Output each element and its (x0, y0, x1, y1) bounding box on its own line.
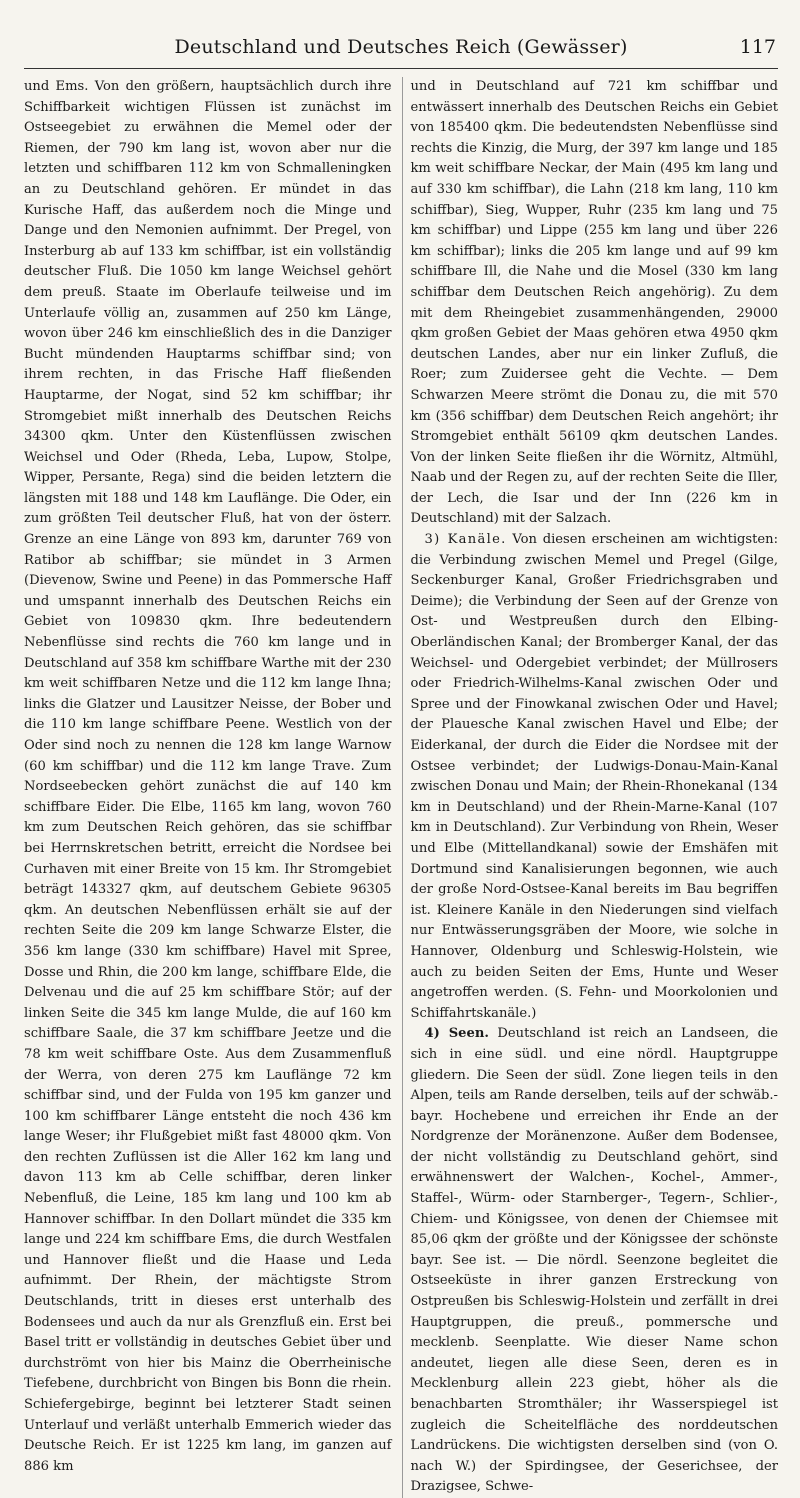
running-title: Deutschland und Deutsches Reich (Gewässer) (174, 36, 628, 58)
paragraph-rivers-continued: und in Deutschland auf 721 km schiffbar und entwässert innerhalb des Deutschen Reichs ein Gebiet von 185400 qkm. Die bedeutendsten Nebenflüsse sind rechts die Kinzig, die Murg, der 397 km lange und 185 km weit schiffbare Neckar, der Main (495 km lang und auf 330 km schiffbar), die Lahn (218 km lang, 110 km schiffbar), Sieg, Wupper, Ruhr (235 km lang und 75 km schiffbar) und Lippe (255 km lang und über 226 km schiffbar); links die 205 km lange und auf 99 km schiffbare Ill, die Nahe und die Mosel (330 km lang schiffbar dem Deutschen Reich angehörig). Zu dem mit dem Rheingebiet zusammenhängenden, 29000 qkm großen Gebiet der Maas gehören etwa 4950 qkm deutschen Landes, aber nur ein linker Zufluß, die Roer; zum Zuidersee geht die Vechte. — Dem Schwarzen Meere strömt die Donau zu, die mit 570 km (356 schiffbar) dem Deutschen Reich angehört; ihr Stromgebiet enthält 56109 qkm deutschen Landes. Von der linken Seite fließen ihr die Wörnitz, Altmühl, Naab und der Regen zu, auf der rechten Seite die Iller, der Lech, die Isar und der Inn (226 km in Deutschland) mit der Salzach. (410, 79, 778, 527)
paragraph-lakes-text: Deutschland ist reich an Landseen, die sich in eine südl. und eine nördl. Hauptgruppe gliedern. Die Seen der südl. Zone liegen teils in den Alpen, teils am Rande derselben, teils auf der schwäb.-bayr. Hochebene und erreichen ihr Ende an der Nordgrenze der Moränenzone. Außer dem Bodensee, der nicht vollständig zu Deutschland gehört, sind erwähnenswert der Walchen-, Kochel-, Ammer-, Staffel-, Würm- oder Starnberger-, Tegern-, Schlier-, Chiem- und Königssee, von denen der Chiemsee mit 85,06 qkm der größte und der Königssee der schönste bayr. See ist. — Die nördl. Seenzone begleitet die Ostseeküste in ihrer ganzen Erstreckung von Ostpreußen bis Schleswig-Holstein und zerfällt in drei Hauptgruppen, die preuß., pommersche und mecklenb. Seenplatte. Wie dieser Name schon andeutet, liegen alle diese Seen, deren es in Mecklenburg allein 223 giebt, höher als die benachbarten Stromthäler; ihr Wasserspiegel ist zugleich die Scheitelfläche des norddeutschen Landrückens. Die wichtigsten derselben sind (von O. nach W.) der Spirdingsee, der Geserichsee, der Drazigsee, Schwe- (410, 1026, 778, 1495)
right-column (402, 77, 779, 1498)
section-label-canals: 3) Kanäle. (424, 532, 507, 548)
section-label-lakes: 4) Seen. (424, 1026, 489, 1042)
text-columns (24, 77, 778, 1498)
page-number: 117 (739, 36, 776, 58)
paragraph-canals (411, 530, 779, 1024)
paragraph-lakes (411, 1024, 779, 1498)
left-column (24, 77, 392, 1498)
paragraph-rivers: und Ems. Von den größern, hauptsächlich durch ihre Schiffbarkeit wichtigen Flüssen ist zunächst im Ostseegebiet zu erwähnen die Memel oder der Riemen, der 790 km lang ist, wovon aber nur die letzten und schiffbaren 112 km von Schmalleningken an zu Deutschland gehören. Er mündet in das Kurische Haff, das außerdem noch die Minge und Dange und den Nemonien aufnimmt. Der Pregel, von Insterburg ab auf 133 km schiffbar, ist ein vollständig deutscher Fluß. Die 1050 km lange Weichsel gehört dem preuß. Staate im Oberlaufe teilweise und im Unterlaufe völlig an, zusammen auf 250 km Länge, wovon über 246 km einschließlich des in die Danziger Bucht mündenden Hauptarms schiffbar sind; von ihrem rechten, in das Frische Haff fließenden Hauptarme, der Nogat, sind 52 km schiffbar; ihr Stromgebiet mißt innerhalb des Deutschen Reichs 34300 qkm. Unter den Küstenflüssen zwischen Weichsel und Oder (Rheda, Leba, Lupow, Stolpe, Wipper, Persante, Rega) sind die beiden letztern die längsten mit 188 und 148 km Lauflänge. Die Oder, ein zum größten Teil deutscher Fluß, hat von der österr. Grenze an eine Länge von 893 km, darunter 769 von Ratibor ab schiffbar; sie mündet in 3 Armen (Dievenow, Swine und Peene) in das Pommersche Haff und umspannt innerhalb des Deutschen Reichs ein Gebiet von 109830 qkm. Ihre bedeutendern Nebenflüsse sind rechts die 760 km lange und in Deutschland auf 358 km schiffbare Warthe mit der 230 km weit schiffbaren Netze und die 112 km lange Ihna; links die Glatzer und Lausitzer Neisse, der Bober und die 110 km lange schiffbare Peene. Westlich von der Oder sind noch zu nennen die 128 km lange Warnow (60 km schiffbar) und die 112 km lange Trave. Zum Nordseebecken gehört zunächst die auf 140 km schiffbare Eider. Die Elbe, 1165 km lang, wovon 760 km zum Deutschen Reich gehören, das sie schiffbar bei Herrnskretschen betritt, erreicht die Nordsee bei Curhaven mit einer Breite von 15 km. Ihr Stromgebiet beträgt 143327 qkm, auf deutschem Gebiete 96305 qkm. An deutschen Nebenflüssen erhält sie auf der rechten Seite die 209 km lange Schwarze Elster, die 356 km lange (330 km schiffbare) Havel mit Spree, Dosse und Rhin, die 200 km lange, schiffbare Elde, die Delvenau und die auf 25 km schiffbare Stör; auf der linken Seite die 345 km lange Mulde, die auf 160 km schiffbare Saale, die 37 km schiffbare Jeetze und die 78 km weit schiffbare Oste. Aus dem Zusammenfluß der Werra, von deren 275 km Lauflänge 72 km schiffbar sind, und der Fulda von 195 km ganzer und 100 km schiffbarer Länge entsteht die noch 436 km lange Weser; ihr Flußgebiet mißt fast 48000 qkm. Von den rechten Zuflüssen ist die Aller 162 km lang und davon 113 km ab Celle schiffbar, deren linker Nebenfluß, die Leine, 185 km lang und 100 km ab Hannover schiffbar. In den Dollart mündet die 335 km lange und 224 km schiffbare Ems, die durch Westfalen und Hannover fließt und die Haase und Leda aufnimmt. Der Rhein, der mächtigste Strom Deutschlands, tritt in dieses erst unterhalb des Bodensees und auch da nur als Grenzfluß ein. Erst bei Basel tritt er vollständig in deutsches Gebiet über und durchströmt von hier bis Mainz die Oberrheinische Tiefebene, durchbricht von Bingen bis Bonn die rhein. Schiefergebirge, beginnt bei letzterer Stadt seinen Unterlauf und verläßt unterhalb Emmerich wieder das Deutsche Reich. Er ist 1225 km lang, im ganzen auf 886 km (24, 79, 392, 1474)
page-header (24, 34, 778, 69)
paragraph-canals-text: Von diesen erscheinen am wichtigsten: die Verbindung zwischen Memel und Pregel (Gilge, Seckenburger Kanal, Großer Friedrichsgraben und Deime); die Verbindung der Seen auf der Grenze von Ost- und Westpreußen durch den Elbing-Oberländischen Kanal; der Bromberger Kanal, der das Weichsel- und Odergebiet verbindet; der Müllrosers oder Friedrich-Wilhelms-Kanal zwischen Oder und Spree und der Finowkanal zwischen Oder und Havel; der Plauesche Kanal zwischen Havel und Elbe; der Eiderkanal, der durch die Eider die Nordsee mit der Ostsee verbindet; der Ludwigs-Donau-Main-Kanal zwischen Donau und Main; der Rhein-Rhonekanal (134 km in Deutschland) und der Rhein-Marne-Kanal (107 km in Deutschland). Zur Verbindung von Rhein, Weser und Elbe (Mittellandkanal) sowie der Emshäfen mit Dortmund sind Kanalisierungen begonnen, wie auch der große Nord-Ostsee-Kanal bereits im Bau begriffen ist. Kleinere Kanäle in den Niederungen sind vielfach nur Entwässerungsgräben der Moore, wie solche in Hannover, Oldenburg und Schleswig-Holstein, wie auch zu beiden Seiten der Ems, Hunte und Weser angetroffen werden. (S. Fehn- und Moorkolonien und Schiffahrtskanäle.) (410, 532, 779, 1021)
